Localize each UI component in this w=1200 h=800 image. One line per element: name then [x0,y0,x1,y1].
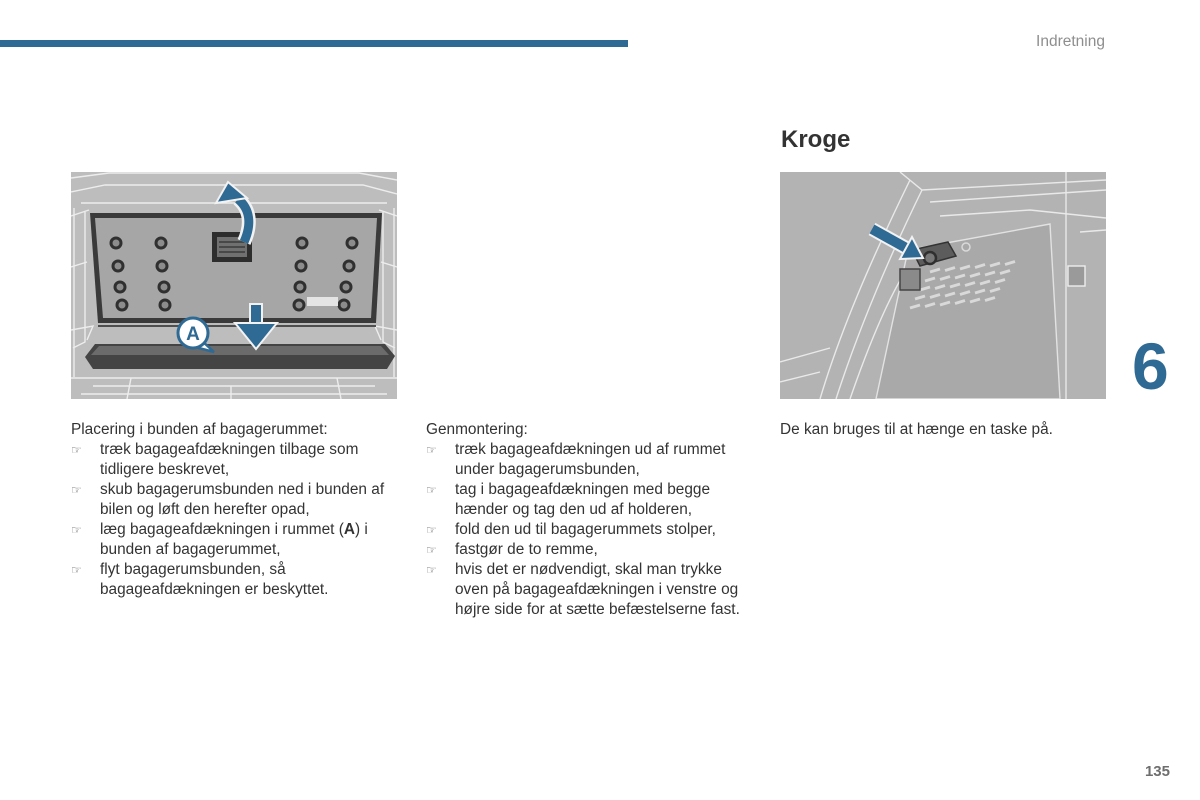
pointing-hand-icon [71,440,82,460]
list-item [426,480,750,520]
refitting-section [426,420,756,620]
placement-steps [71,440,401,600]
pointing-hand-icon [71,520,82,540]
list-item [426,520,750,540]
fastener [295,282,305,292]
list-item [71,440,395,480]
list-item [426,540,750,560]
list-item [426,560,750,620]
hooks-text: De kan bruges til at hænge en taske på. [780,421,1053,438]
step-text: træk bagageafdækningen ud af rummet under bagagerumsbunden, [455,441,726,478]
pointing-hand-icon [426,540,437,560]
fastener [111,238,121,248]
fastener [344,261,354,271]
side-slot [1068,266,1085,286]
hooks-section [780,420,1110,440]
step-text: tag i bagageafdækningen med begge hænder og tag den ud af holderen, [455,481,711,518]
fastener [115,282,125,292]
pointing-hand-icon [71,560,82,580]
page-number: 135 [1144,763,1170,780]
fastener [157,261,167,271]
placement-section [71,420,401,600]
step-callout-ref: A [343,521,355,538]
step-text: fastgør de to remme, [455,541,598,558]
refitting-steps [426,440,756,620]
pointing-hand-icon [426,520,437,540]
header-accent-bar [0,40,628,47]
step-text: fold den ud til bagagerummets stolper, [455,521,716,538]
fastener [297,238,307,248]
step-text: ) i bunden af bagagerummet, [100,521,368,558]
fastener [347,238,357,248]
fastener [160,300,170,310]
luggage-cover-rolled [85,344,395,369]
refitting-intro: Genmontering: [426,421,528,438]
trunk-hooks-figure [780,172,1106,399]
trunk-floor-figure [71,172,397,399]
hooks-heading: Kroge [781,126,851,153]
fastener [113,261,123,271]
fastener [156,238,166,248]
step-text: læg bagageafdækningen i rummet ( [100,521,344,538]
list-item [71,520,395,560]
panel-label-sticker [307,297,338,306]
list-item [71,480,395,520]
callout-label: A [186,324,200,345]
step-text: hvis det er nødvendigt, skal man trykke oven på bagageafdækningen i venstre og højre side for at sætte befæstelserne fast. [455,561,740,618]
fastener [341,282,351,292]
list-item [426,440,750,480]
fastener [159,282,169,292]
pointing-hand-icon [426,440,437,460]
trunk-floor-illustration [71,172,397,399]
step-text: flyt bagagerumsbunden, så bagageafdækningen er beskyttet. [100,561,329,598]
trunk-hooks-illustration [780,172,1106,399]
pointing-hand-icon [426,480,437,500]
list-item [71,560,395,600]
pointing-hand-icon [426,560,437,580]
fastener [296,261,306,271]
cover-top-face [91,346,389,355]
hook-icon [924,252,936,264]
step-text: træk bagageafdækningen tilbage som tidligere beskrevet, [100,441,359,478]
pointing-hand-icon [71,480,82,500]
fastener [117,300,127,310]
section-title: Indretning [1036,33,1105,50]
fastener [294,300,304,310]
fastener [339,300,349,310]
chapter-number: 6 [1132,329,1169,403]
hook-base [900,269,920,290]
placement-intro: Placering i bunden af bagagerummet: [71,421,328,438]
step-text: skub bagagerumsbunden ned i bunden af bilen og løft den herefter opad, [100,481,385,518]
